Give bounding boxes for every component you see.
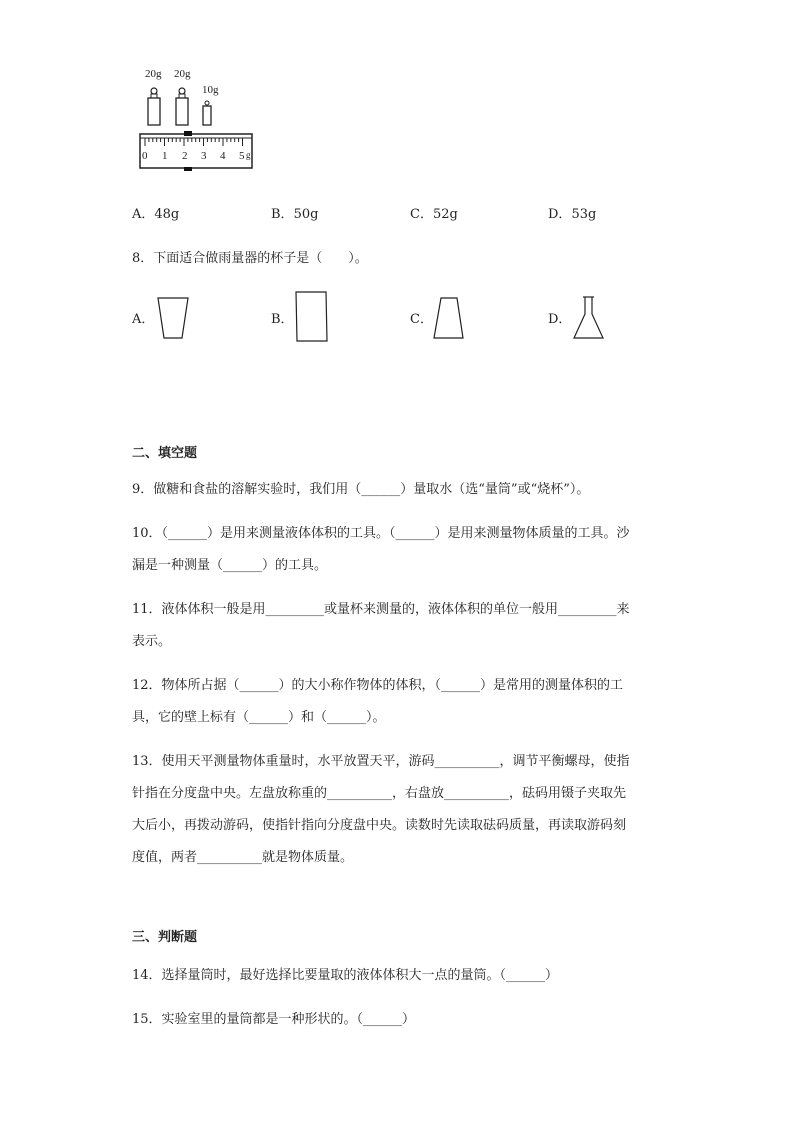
ruler-tick-label-3: 3 (201, 150, 207, 162)
ruler-tick-label-0: 0 (142, 150, 148, 162)
q9-text: 9．做糖和食盐的溶解实验时，我们用（______）量取水（选“量筒”或“烧杯”）。 (132, 482, 590, 497)
q13-line-2: 针指在分度盘中央。左盘放称重的__________，右盘放__________，砝码用镊子夹取先 (132, 786, 627, 801)
q8-option-c-label[interactable]: C． (410, 312, 433, 327)
q12-line-1: 12．物体所占据（______）的大小称作物体的体积，（______）是常用的测量体积的工 (132, 678, 624, 693)
q8-cup-drawings (0, 0, 794, 360)
ruler-tick-label-1: 1 (162, 150, 168, 162)
weight-label-3: 10g (202, 84, 219, 96)
q13-line-1: 13．使用天平测量物体重量时，水平放置天平，游码__________，调节平衡螺母，使指 (132, 754, 630, 769)
q8-option-a-label[interactable]: A． (132, 312, 155, 327)
q13-line-4: 度值，两者__________就是物体质量。 (132, 850, 354, 865)
weight-label-2: 20g (174, 68, 191, 80)
cup-b-icon (296, 292, 327, 341)
section-3-title: 三、判断题 (132, 930, 198, 945)
weight-label-1: 20g (145, 68, 162, 80)
q8-stem: 8．下面适合做雨量器的杯子是（ ）。 (132, 251, 368, 266)
q14-text: 14．选择量筒时，最好选择比要量取的液体体积大一点的量筒。（______） (132, 968, 559, 983)
cup-c-icon (434, 298, 463, 338)
ruler-unit-label: g (246, 150, 251, 160)
ruler-tick-label-4: 4 (220, 150, 226, 162)
q7-option-a[interactable]: A．48g (132, 207, 180, 222)
q7-option-b[interactable]: B．50g (271, 207, 319, 222)
q15-text: 15．实验室里的量筒都是一种形状的。（______） (132, 1012, 416, 1027)
q8-option-d-label[interactable]: D． (548, 312, 572, 327)
cup-a-icon (158, 298, 188, 338)
q10-line-2: 漏是一种测量（______）的工具。 (132, 558, 328, 573)
ruler-tick-label-5: 5 (239, 150, 245, 162)
q10-line-1: 10．（______）是用来测量液体体积的工具。（______）是用来测量物体质量的工具。沙 (132, 526, 630, 541)
q13-line-3: 大后小，再拨动游码，使指针指向分度盘中央。读数时先读取砝码质量，再读取游码刻 (132, 818, 627, 833)
q11-line-2: 表示。 (132, 634, 172, 649)
q12-line-2: 具，它的壁上标有（______）和（______）。 (132, 710, 386, 725)
q7-option-d[interactable]: D．53g (548, 207, 597, 222)
q8-option-b-label[interactable]: B． (271, 312, 294, 327)
section-2-title: 二、填空题 (132, 446, 198, 461)
ruler-tick-label-2: 2 (182, 150, 188, 162)
q7-option-c[interactable]: C．52g (410, 207, 458, 222)
q11-line-1: 11．液体体积一般是用_________或量杯来测量的，液体体积的单位一般用_________来 (132, 602, 630, 617)
cup-d-flask-icon (574, 297, 603, 338)
